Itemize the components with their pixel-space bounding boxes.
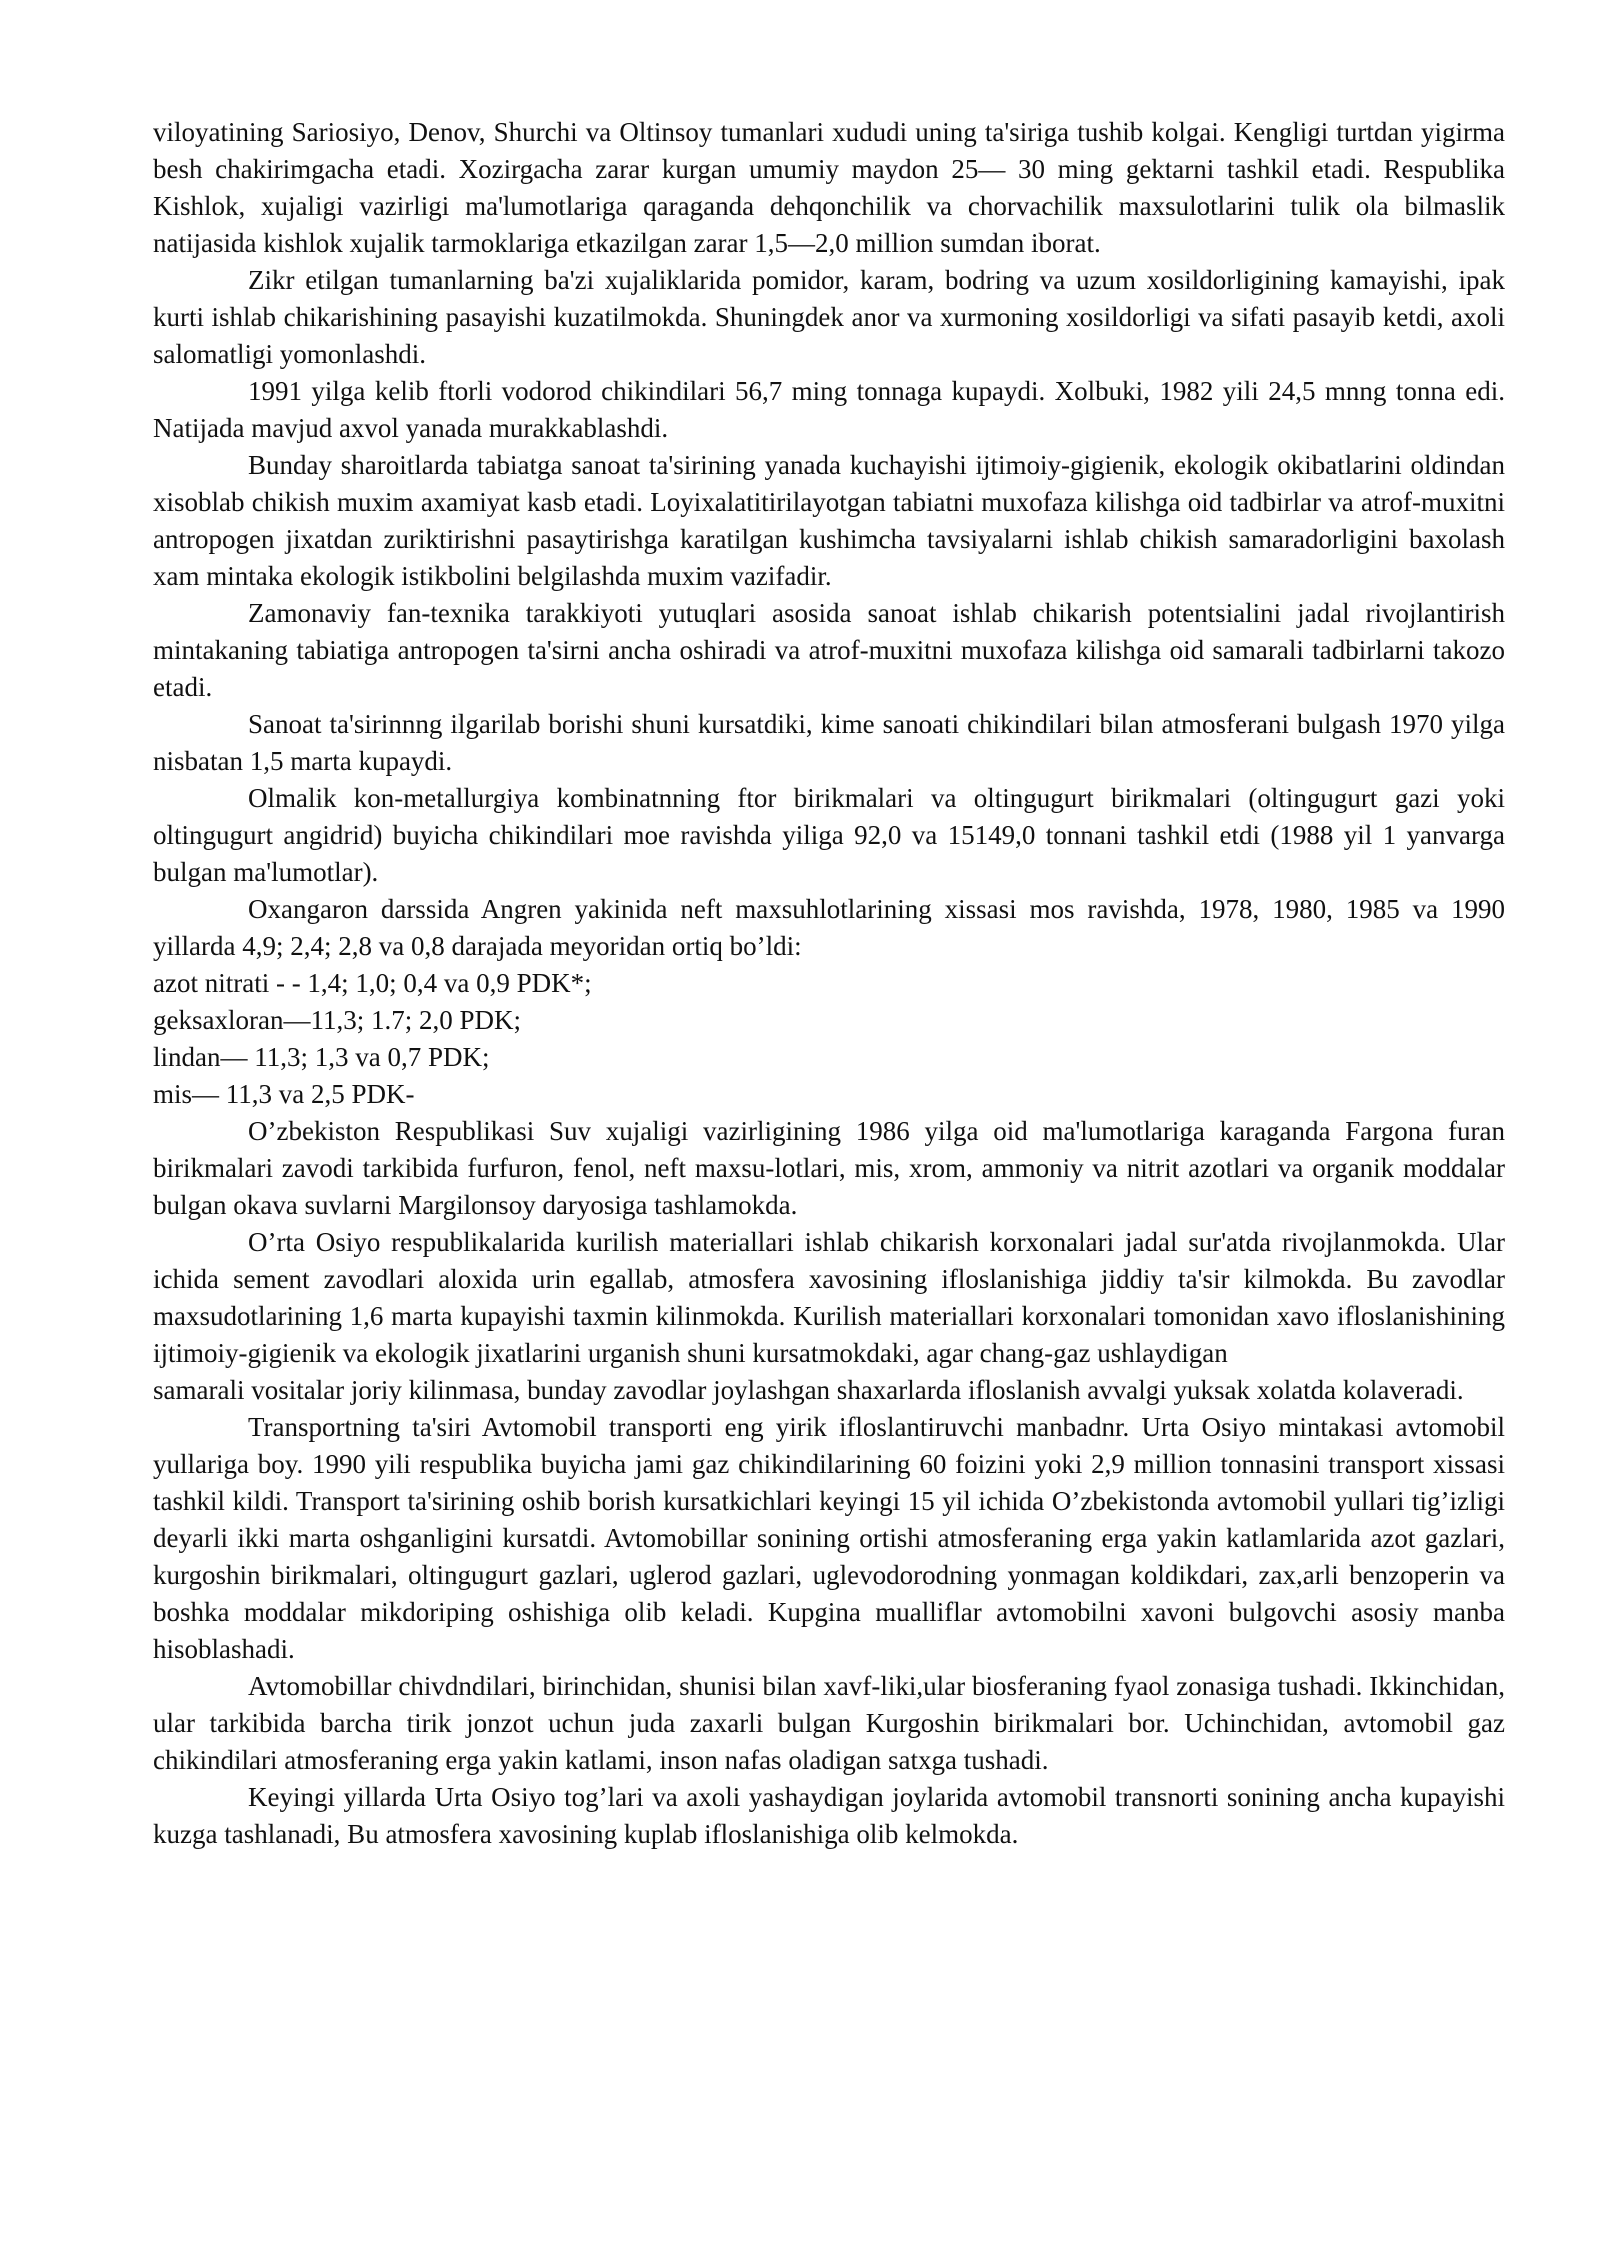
list-line: lindan— 11,3; 1,3 va 0,7 PDK; xyxy=(153,1042,490,1072)
paragraph: Avtomobillar chivdndilari, birinchidan, shunisi bilan xavf-liki,ular biosferaning fyaol zonasiga tushadi. Ikkinchidan, ular tarkibida barcha tirik jonzot uchun juda zaxarli bulgan Kurgoshin birikmalari bor. Uchinchidan, avtomobil gaz chikindilari atmosferaning erga yakin katlami, inson nafas oladigan satxga tushadi. xyxy=(153,1671,1505,1775)
paragraph: 1991 yilga kelib ftorli vodorod chikindilari 56,7 ming tonnaga kupaydi. Xolbuki, 1982 yili 24,5 mnng tonna edi. Natijada mavjud axvol yanada murakkablashdi. xyxy=(153,376,1505,443)
paragraph-continuation: samarali vositalar joriy kilinmasa, bunday zavodlar joylashgan shaxarlarda ifloslanish avvalgi yuksak xolatda kolaveradi. xyxy=(153,1375,1464,1405)
paragraph: O’zbekiston Respublikasi Suv xujaligi vazirligining 1986 yilga oid ma'lumotlariga karaganda Fargona furan birikmalari zavodi tarkibida furfuron, fenol, neft maxsu-lotlari, mis, xrom, ammoniy va nitrit azotlari va organik moddalar bulgan okava suvlarni Margilonsoy daryosiga tashlamokda. xyxy=(153,1116,1505,1220)
paragraph: Olmalik kon-metallurgiya kombinatnning ftor birikmalari va oltingugurt birikmalari (oltingugurt gazi yoki oltingugurt angidrid) buyicha chikindilari moe ravishda yiliga 92,0 va 15149,0 tonnani tashkil etdi (1988 yil 1 yanvarga bulgan ma'lumotlar). xyxy=(153,783,1505,887)
paragraph: Zamonaviy fan-texnika tarakkiyoti yutuqlari asosida sanoat ishlab chikarish potentsialini jadal rivojlantirish mintakaning tabiatiga antropogen ta'sirni ancha oshiradi va atrof-muxitni muxofaza kilishga oid samarali tadbirlarni takozo etadi. xyxy=(153,598,1505,702)
paragraph: Bunday sharoitlarda tabiatga sanoat ta'sirining yanada kuchayishi ijtimoiy-gigienik, ekologik okibatlarini oldindan xisoblab chikish muxim axamiyat kasb etadi. Loyixalatitirilayotgan tabiatni muxofaza kilishga oid tadbirlar va atrof-muxitni antropogen jixatdan zuriktirishni pasaytirishga karatilgan kushimcha tavsiyalarni ishlab chikish samaradorligini baxolash xam mintaka ekologik istikbolini belgilashda muxim vazifadir. xyxy=(153,450,1505,591)
list-line: azot nitrati - - 1,4; 1,0; 0,4 va 0,9 PDK*; xyxy=(153,968,592,998)
paragraph: Zikr etilgan tumanlarning ba'zi xujaliklarida pomidor, karam, bodring va uzum xosildorligining kamayishi, ipak kurti ishlab chikarishining pasayishi kuzatilmokda. Shuningdek anor va xurmoning xosildorligi va sifati pasayib ketdi, axoli salomatligi yomonlashdi. xyxy=(153,265,1505,369)
list-line: geksaxloran—11,3; 1.7; 2,0 PDK; xyxy=(153,1005,521,1035)
paragraph: Sanoat ta'sirinnng ilgarilab borishi shuni kursatdiki, kime sanoati chikindilari bilan atmosferani bulgash 1970 yilga nisbatan 1,5 marta kupaydi. xyxy=(153,709,1505,776)
list-line: mis— 11,3 va 2,5 PDK- xyxy=(153,1079,415,1109)
paragraph: Transportning ta'siri Avtomobil transporti eng yirik ifloslantiruvchi manbadnr. Urta Osiyo mintakasi avtomobil yullariga boy. 1990 yili respublika buyicha jami gaz chikindilarining 60 foizini yoki 2,9 million tonnasini transport xissasi tashkil kildi. Transport ta'sirining oshib borish kursatkichlari keyingi 15 yil ichida O’zbekistonda avtomobil yullari tig’izligi deyarli ikki marta oshganligini kursatdi. Avtomobillar sonining ortishi atmosferaning erga yakin katlamlarida azot gazlari, kurgoshin birikmalari, oltingugurt gazlari, uglerod gazlari, uglevodorodning yonmagan koldikdari, zax,arli benzoperin va boshka moddalar mikdoriping oshishiga olib keladi. Kupgina mualliflar avtomobilni xavoni bulgovchi asosiy manba hisoblashadi. xyxy=(153,1412,1505,1664)
document-page xyxy=(153,114,1505,1853)
paragraph: O’rta Osiyo respublikalarida kurilish materiallari ishlab chikarish korxonalari jadal sur'atda rivojlanmokda. Ular ichida sement zavodlari aloxida urin egallab, atmosfera xavosining ifloslanishiga jiddiy ta'sir kilmokda. Bu zavodlar maxsudotlarining 1,6 marta kupayishi taxmin kilinmokda. Kurilish materiallari korxonalari tomonidan xavo ifloslanishining ijtimoiy-gigienik va ekologik jixatlarini urganish shuni kursatmokdaki, agar chang-gaz ushlaydigan xyxy=(153,1227,1505,1368)
paragraph: Oxangaron darssida Angren yakinida neft maxsuhlotlarining xissasi mos ravishda, 1978, 1980, 1985 va 1990 yillarda 4,9; 2,4; 2,8 va 0,8 darajada meyoridan ortiq bo’ldi: xyxy=(153,894,1505,961)
paragraph-continuation: viloyatining Sariosiyo, Denov, Shurchi va Oltinsoy tumanlari xududi uning ta'siriga tushib kolgai. Kengligi turtdan yigirma besh chakirimgacha etadi. Xozirgacha zarar kurgan umumiy maydon 25— 30 ming gektarni tashkil etadi. Respublika Kishlok, xujaligi vazirligi ma'lumotlariga qaraganda dehqonchilik va chorvachilik maxsulotlarini tulik ola bilmaslik natijasida kishlok xujalik tarmoklariga etkazilgan zarar 1,5—2,0 million sumdan iborat. xyxy=(153,117,1505,258)
paragraph: Keyingi yillarda Urta Osiyo tog’lari va axoli yashaydigan joylarida avtomobil transnorti sonining ancha kupayishi kuzga tashlanadi, Bu atmosfera xavosining kuplab ifloslanishiga olib kelmokda. xyxy=(153,1782,1505,1849)
